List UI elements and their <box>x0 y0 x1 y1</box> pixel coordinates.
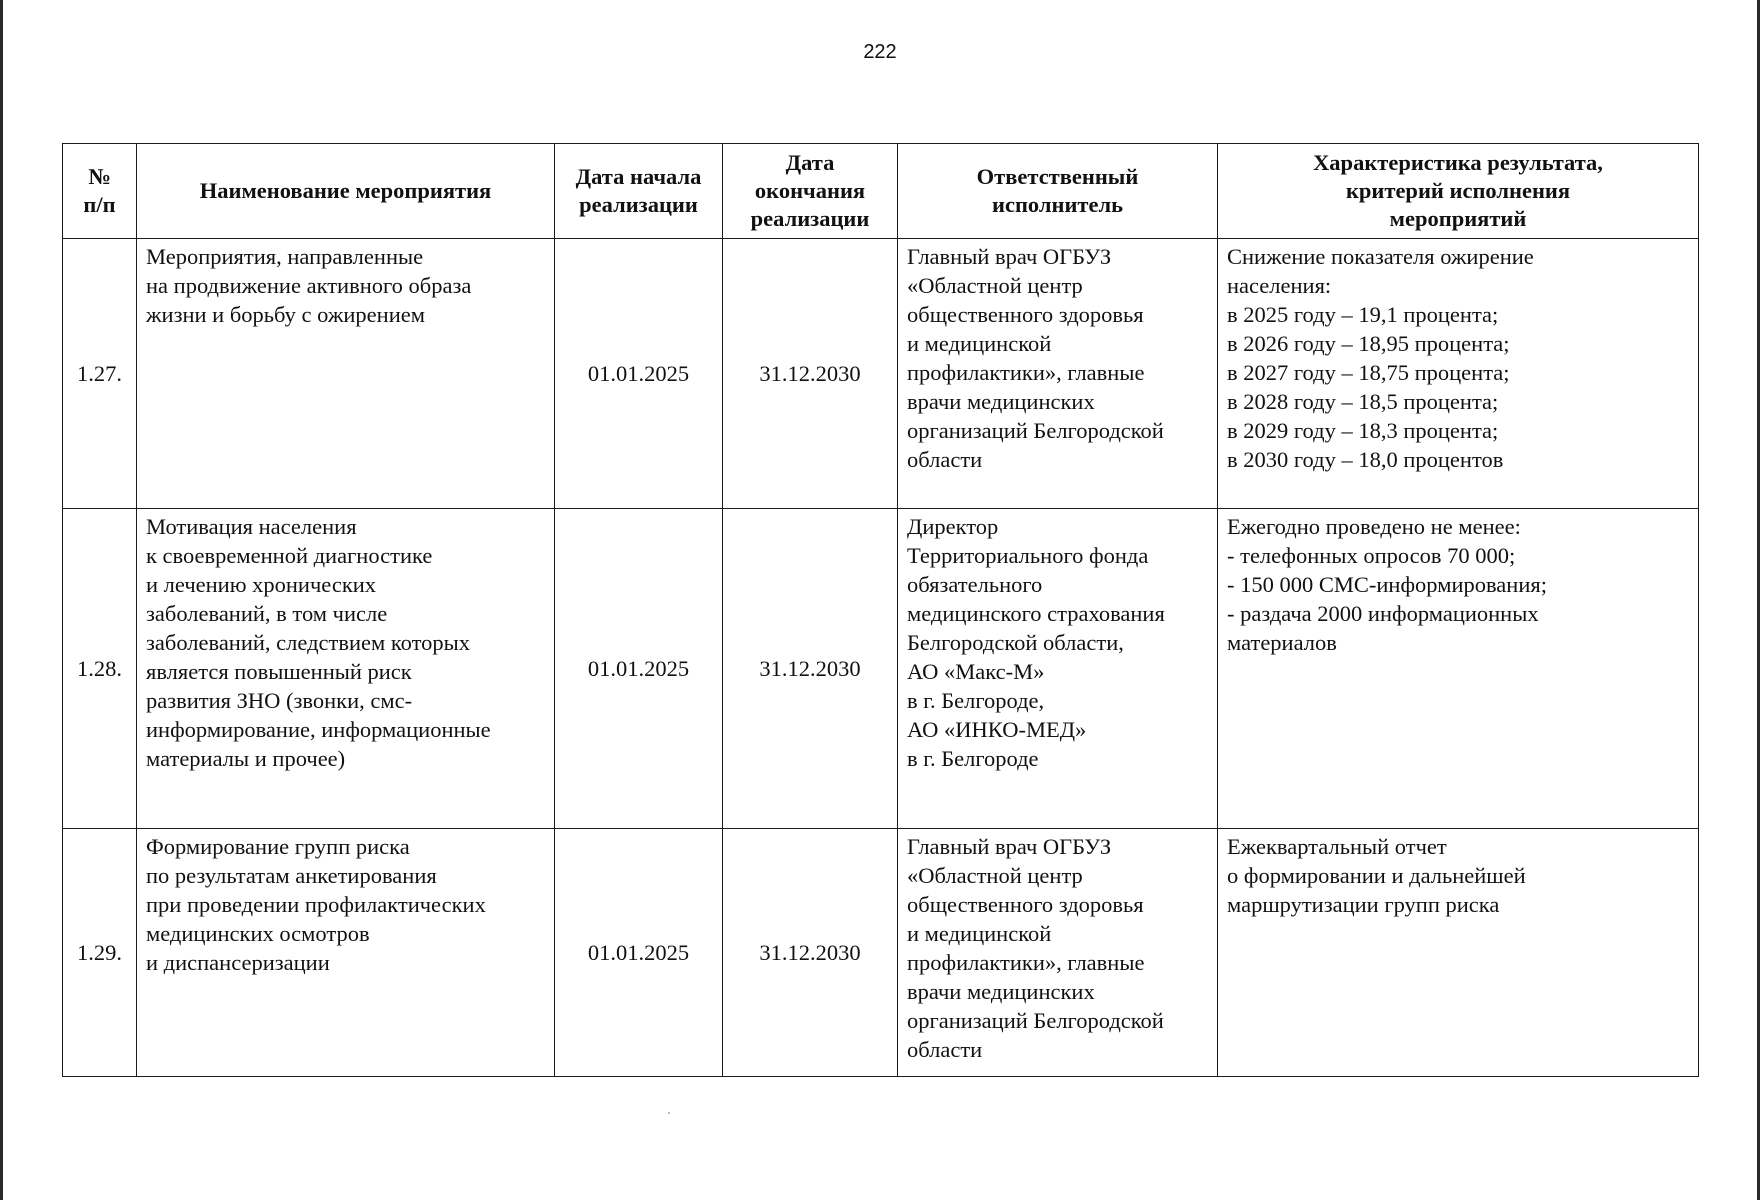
row-number: 1.28. <box>63 509 137 829</box>
header-responsible: Ответственный исполнитель <box>898 144 1218 239</box>
measure-name: Мотивация населения к своевременной диагностике и лечению хронических заболеваний, в том числе заболеваний, следствием которых является повышенный риск развития ЗНО (звонки, смс- информирование, информационные материалы и прочее) <box>137 509 555 829</box>
row-number: 1.29. <box>63 829 137 1077</box>
header-result: Характеристика результата, критерий исполнения мероприятий <box>1218 144 1699 239</box>
scan-speck <box>668 1112 670 1114</box>
table-row <box>63 829 1699 1077</box>
responsible-executor: Директор Территориального фонда обязательного медицинского страхования Белгородской области, АО «Макс-М» в г. Белгороде, АО «ИНКО-МЕД» в г. Белгороде <box>898 509 1218 829</box>
start-date: 01.01.2025 <box>555 239 723 509</box>
row-number: 1.27. <box>63 239 137 509</box>
start-date: 01.01.2025 <box>555 829 723 1077</box>
result-criteria: Снижение показателя ожирение населения: в 2025 году – 19,1 процента; в 2026 году – 18,95 процента; в 2027 году – 18,75 процента; в 2028 году – 18,5 процента; в 2029 году – 18,3 процента; в 2030 году – 18,0 процентов <box>1218 239 1699 509</box>
end-date: 31.12.2030 <box>723 239 898 509</box>
header-end-date: Дата окончания реализации <box>723 144 898 239</box>
measure-name: Мероприятия, направленные на продвижение активного образа жизни и борьбу с ожирением <box>137 239 555 509</box>
result-criteria: Ежеквартальный отчет о формировании и дальнейшей маршрутизации групп риска <box>1218 829 1699 1077</box>
page-number: 222 <box>863 41 897 63</box>
table-row <box>63 509 1699 829</box>
header-number: № п/п <box>63 144 137 239</box>
responsible-executor: Главный врач ОГБУЗ «Областной центр общественного здоровья и медицинской профилактики», главные врачи медицинских организаций Белгородской области <box>898 239 1218 509</box>
start-date: 01.01.2025 <box>555 509 723 829</box>
table-row <box>63 239 1699 509</box>
table-header-row <box>63 144 1699 239</box>
measures-table <box>62 143 1699 1077</box>
header-name: Наименование мероприятия <box>137 144 555 239</box>
result-criteria: Ежегодно проведено не менее: - телефонных опросов 70 000; - 150 000 СМС-информирования; - раздача 2000 информационных материалов <box>1218 509 1699 829</box>
end-date: 31.12.2030 <box>723 829 898 1077</box>
responsible-executor: Главный врач ОГБУЗ «Областной центр общественного здоровья и медицинской профилактики», главные врачи медицинских организаций Белгородской области <box>898 829 1218 1077</box>
scan-left-edge <box>0 0 3 1200</box>
measure-name: Формирование групп риска по результатам анкетирования при проведении профилактических медицинских осмотров и диспансеризации <box>137 829 555 1077</box>
header-start-date: Дата начала реализации <box>555 144 723 239</box>
end-date: 31.12.2030 <box>723 509 898 829</box>
